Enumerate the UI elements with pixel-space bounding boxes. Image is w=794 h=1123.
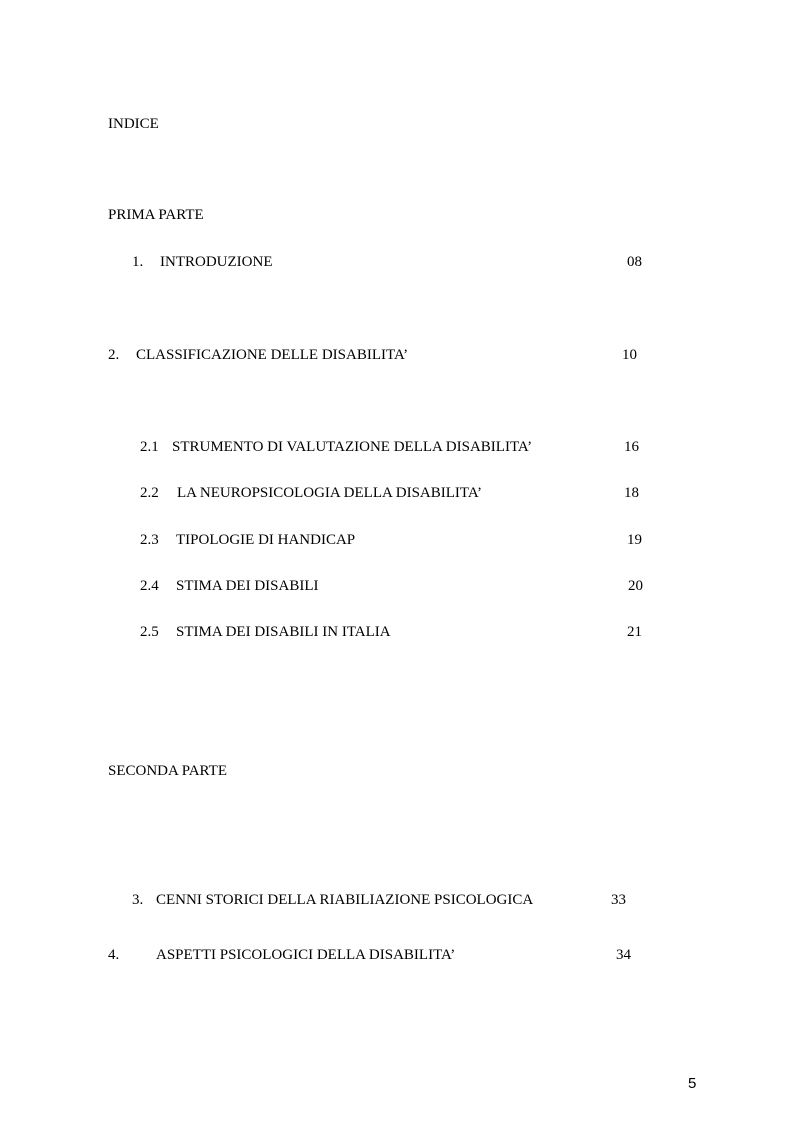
toc-entry-number: 2.	[108, 347, 120, 363]
toc-entry-number: 2.2	[140, 485, 159, 501]
toc-entry-title: CENNI STORICI DELLA RIABILIAZIONE PSICOLOGICA	[156, 892, 534, 908]
toc-entry-page: 18	[624, 485, 639, 501]
toc-entry-page: 20	[628, 578, 643, 594]
toc-entry-page: 21	[627, 624, 642, 640]
toc-entry-page: 34	[616, 947, 631, 963]
toc-entry-page: 19	[627, 532, 642, 548]
toc-entry-title: STIMA DEI DISABILI	[176, 578, 319, 594]
toc-entry-number: 4.	[108, 947, 120, 963]
toc-entry-number: 2.4	[140, 578, 159, 594]
toc-entry-title: STIMA DEI DISABILI IN ITALIA	[176, 624, 391, 640]
toc-entry-number: 1.	[132, 254, 144, 270]
index-title: INDICE	[108, 116, 159, 132]
part-heading-second: SECONDA PARTE	[108, 763, 227, 779]
toc-entry-number: 3.	[132, 892, 144, 908]
toc-entry-title: ASPETTI PSICOLOGICI DELLA DISABILITA’	[156, 947, 456, 963]
toc-entry-page: 08	[627, 254, 642, 270]
toc-entry-page: 33	[611, 892, 626, 908]
toc-entry-number: 2.5	[140, 624, 159, 640]
toc-entry-title: STRUMENTO DI VALUTAZIONE DELLA DISABILITA’	[172, 439, 533, 455]
page-number: 5	[688, 1075, 697, 1092]
part-heading-first: PRIMA PARTE	[108, 207, 204, 223]
toc-entry-page: 16	[624, 439, 639, 455]
toc-entry-number: 2.1	[140, 439, 159, 455]
toc-entry-title: INTRODUZIONE	[160, 254, 273, 270]
toc-entry-title: TIPOLOGIE DI HANDICAP	[176, 532, 356, 548]
toc-entry-title: LA NEUROPSICOLOGIA DELLA DISABILITA’	[177, 485, 483, 501]
toc-entry-title: CLASSIFICAZIONE DELLE DISABILITA’	[136, 347, 409, 363]
toc-entry-number: 2.3	[140, 532, 159, 548]
toc-entry-page: 10	[622, 347, 637, 363]
